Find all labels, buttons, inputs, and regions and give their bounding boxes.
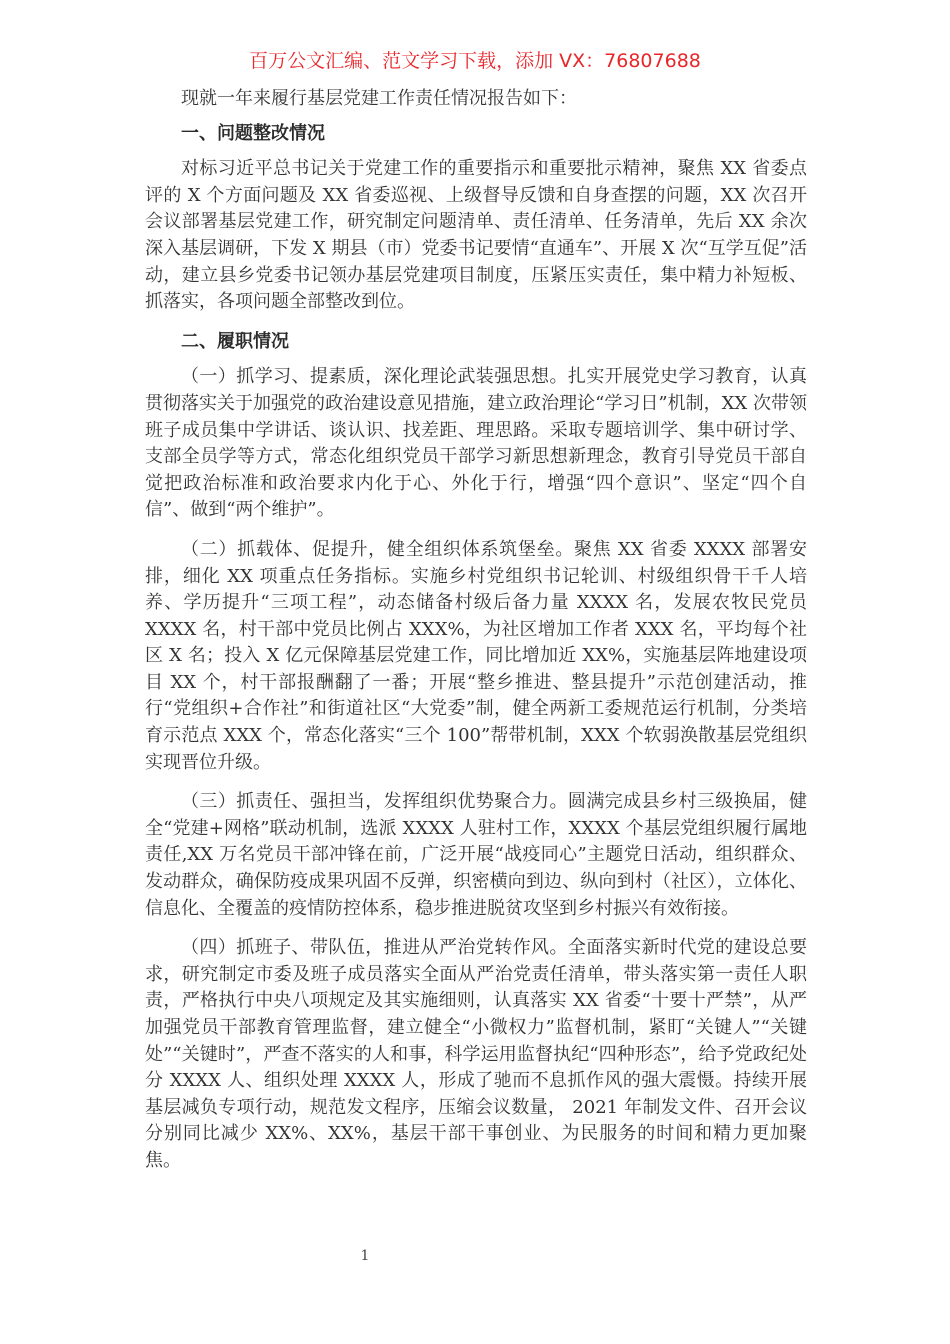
section2-paragraph-2: （二）抓载体、促提升，健全组织体系筑堡垒。聚焦 XX 省委 XXXX 部署安排，细化 XX 项重点任务指标。实施乡村党组织书记轮训、村级组织骨干千人培养、学历提升“三项工程”，动态储备村级后备力量 XXXX 名，发展农牧民党员 XXXX 名，村干部中党员比例占 XXX%，为社区增加工作者 XXX 名，平均每个社区 X 名；投入 X 亿元保障基层党建工作，同比增加近 XX%，实施基层阵地建设项目 XX 个，村干部报酬翻了一番；开展“整乡推进、整县提升”示范创建活动，推行“党组织+合作社”和街道社区“大党委”制，健全两新工委规范运行机制，分类培育示范点 XXX 个，常态化落实“三个 100”帮带机制，XXX 个软弱涣散基层党组织实现晋位升级。	[145, 538, 807, 773]
page-number: 1	[360, 1248, 370, 1264]
watermark-header: 百万公文汇编、范文学习下载，添加 VX：76807688	[249, 50, 701, 72]
section2-paragraph-4: （四）抓班子、带队伍，推进从严治党转作风。全面落实新时代党的建设总要求，研究制定市委及班子成员落实全面从严治党责任清单，带头落实第一责任人职责，严格执行中央八项规定及其实施细则，认真落实 XX 省委“十要十严禁”，从严加强党员干部教育管理监督，建立健全“小微权力”监督机制，紧盯“关键人”“关键处”“关键时”，严查不落实的人和事，科学运用监督执纪“四种形态”，给予党政纪处分 XXXX 人、组织处理 XXXX 人，形成了驰而不息抓作风的强大震慑。持续开展基层减负专项行动，规范发文程序，压缩会议数量， 2021 年制发文件、召开会议分别同比减少 XX%、XX%，基层干部干事创业、为民服务的时间和精力更加聚焦。	[145, 937, 807, 1171]
section-heading-1: 一、问题整改情况	[181, 122, 325, 144]
section1-paragraph: 对标习近平总书记关于党建工作的重要指示和重要批示精神，聚焦 XX 省委点评的 X 个方面问题及 XX 省委巡视、上级督导反馈和自身查摆的问题，XX 次召开会议部署基层党建工作，研究制定问题清单、责任清单、任务清单，先后 XX 余次深入基层调研，下发 X 期县（市）党委书记要情“直通车”、开展 X 次“互学互促”活动，建立县乡党委书记领办基层党建项目制度，压紧压实责任，集中精力补短板、抓落实，各项问题全部整改到位。	[145, 158, 807, 313]
document-body	[145, 86, 807, 1175]
section2-paragraph-3: （三）抓责任、强担当，发挥组织优势聚合力。圆满完成县乡村三级换届，健全“党建+网格”联动机制，选派 XXXX 人驻村工作，XXXX 个基层党组织履行属地责任,XX 万名党员干部冲锋在前，广泛开展“战疫同心”主题党日活动，组织群众、发动群众，确保防疫成果巩固不反弹，织密横向到边、纵向到村（社区），立体化、信息化、全覆盖的疫情防控体系，稳步推进脱贫攻坚到乡村振兴有效衔接。	[145, 791, 807, 919]
section-heading-2: 二、履职情况	[181, 330, 289, 352]
intro-paragraph: 现就一年来履行基层党建工作责任情况报告如下：	[181, 88, 577, 109]
section2-paragraph-1: （一）抓学习、提素质，深化理论武装强思想。扎实开展党史学习教育，认真贯彻落实关于加强党的政治建设意见措施，建立政治理论“学习日”机制，XX 次带领班子成员集中学讲话、谈认识、找差距、理思路。采取专题培训学、集中研讨学、支部全员学等方式，常态化组织党员干部学习新思想新理念，教育引导党员干部自觉把政治标准和政治要求内化于心、外化于行，增强“四个意识”、坚定“四个自信”、做到“两个维护”。	[145, 366, 807, 521]
